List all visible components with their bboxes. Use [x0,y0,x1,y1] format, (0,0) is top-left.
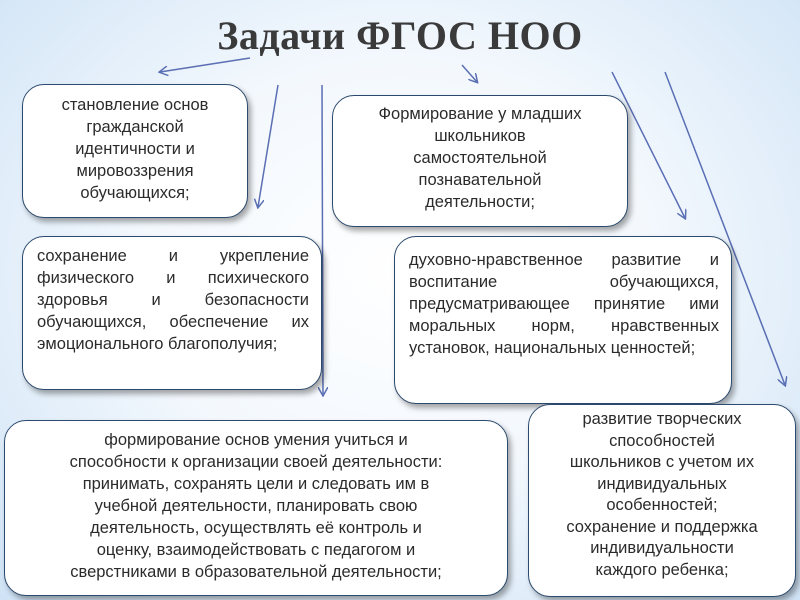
arrow-to-learning [322,85,323,395]
task-text-learning-skills: формирование основ умения учиться и способности к организации своей деятельности: принимать, сохранять цели и следовать им в учебной деятельности, планировать свою деятельность, осуществлять её контроль и оценку, взаимодействовать с педагогом и сверстниками в образовательной деятельности; [69,431,443,581]
arrow-to-cognitive [462,65,477,82]
task-text-moral-development: духовно-нравственное развитие и воспитание обучающихся, предусматривающее принятие ими моральных норм, нравственных установок, национальных ценностей; [409,251,719,357]
task-box-learning-skills [4,420,508,596]
task-box-moral-development [394,236,732,404]
task-text-civic-identity: становление основ гражданской идентичности и мировоззрения обучающихся; [61,96,209,202]
arrow-to-civic [160,58,250,72]
task-text-creative-abilities: развитие творческих способностей школьников с учетом их индивидуальных особенностей; сохранение и поддержка индивидуальности каждого ребенка; [566,410,758,579]
task-text-health: сохранение и укрепление физического и психического здоровья и безопасности обучающихся, обеспечение их эмоционального благополучия; [37,247,309,353]
task-box-civic-identity [22,84,248,218]
page-title: Задачи ФГОС НОО [217,13,583,58]
arrow-to-health [258,85,278,207]
task-box-creative-abilities [528,404,796,597]
task-text-cognitive-activity: Формирование у младших школьников самостоятельной познавательной деятельности; [378,105,582,211]
task-box-health [22,236,322,390]
task-box-cognitive-activity [332,95,628,227]
